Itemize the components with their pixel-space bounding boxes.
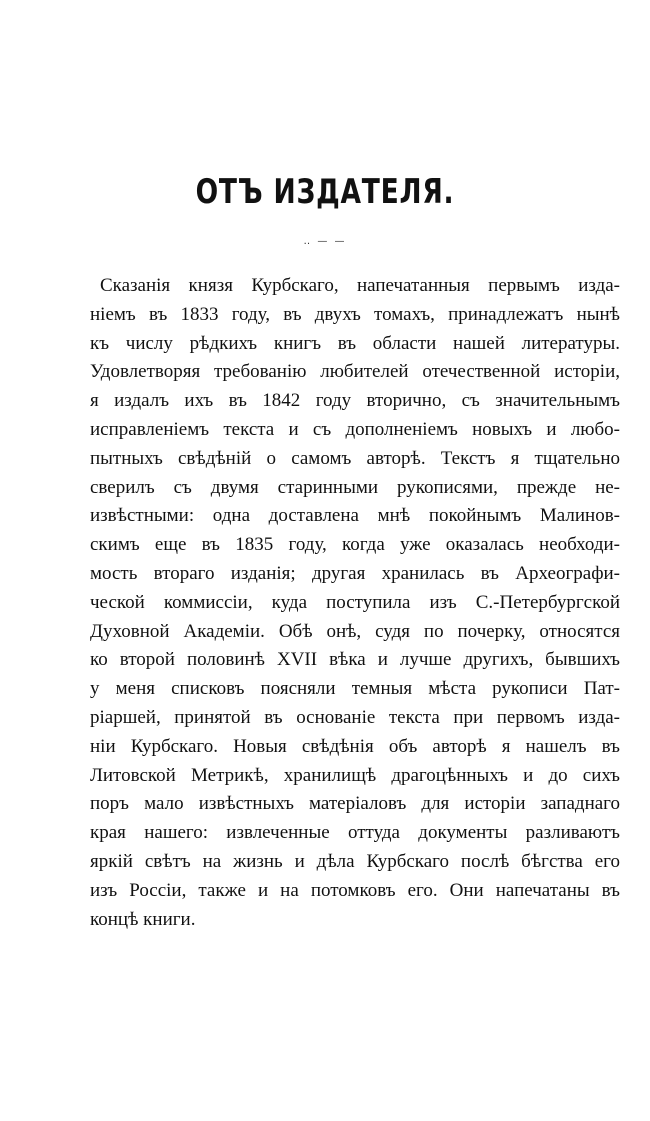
text-line: Сказанія князя Курбскаго, напечатанныя первымъ изда- xyxy=(100,275,620,296)
text-line: ко второй половинѣ XVII вѣка и лучше другихъ, бывшихъ xyxy=(90,649,620,671)
text-line: Духовной Академіи. Обѣ онѣ, судя по почерку, относятся xyxy=(90,620,620,642)
body-paragraph xyxy=(90,272,620,934)
text-line: мость втораго изданія; другая хранилась въ Археографи- xyxy=(90,562,620,584)
page-title: ОТЪ ИЗДАТЕЛЯ. xyxy=(195,172,455,212)
text-line: извѣстными: одна доставлена мнѣ покойнымъ Малинов- xyxy=(90,505,620,527)
text-line: концѣ книги. xyxy=(90,908,196,930)
text-line: поръ мало извѣстныхъ матеріаловъ для исторіи западнаго xyxy=(90,793,620,815)
text-line: исправленіемъ текста и съ дополненіемъ новыхъ и любо- xyxy=(90,418,620,440)
text-line: къ числу рѣдкихъ книгъ въ области нашей литературы. xyxy=(90,332,620,354)
text-line: ніемъ въ 1833 году, въ двухъ томахъ, принадлежатъ нынѣ xyxy=(90,303,620,325)
text-line: сверилъ съ двумя старинными рукописями, прежде не- xyxy=(90,476,620,498)
text-line: изъ Россіи, также и на потомковъ его. Они напечатаны въ xyxy=(90,879,620,901)
text-line: скимъ еще въ 1835 году, когда уже оказалась необходи- xyxy=(90,534,620,556)
text-line: ніи Курбскаго. Новыя свѣдѣнія объ авторѣ я нашелъ въ xyxy=(90,735,620,757)
text-line: края нашего: извлеченные оттуда документы разливаютъ xyxy=(90,822,620,844)
text-line: я издалъ ихъ въ 1842 году вторично, съ значительнымъ xyxy=(90,390,620,412)
text-line: у меня списковъ поясняли темныя мѣста рукописи Пат- xyxy=(90,678,620,700)
text-line: Удовлетворяя требованію любителей отечественной исторіи, xyxy=(90,361,620,383)
text-line: Литовской Метрикѣ, хранилищѣ драгоцѣнныхъ и до сихъ xyxy=(90,764,620,786)
text-line: яркій свѣтъ на жизнь и дѣла Курбскаго послѣ бѣгства его xyxy=(90,850,620,872)
text-line: ческой коммиссіи, куда поступила изъ С.-Петербургской xyxy=(90,591,620,613)
text-line: ріаршей, принятой въ основаніе текста при первомъ изда- xyxy=(90,706,620,728)
text-line: пытныхъ свѣдѣній о самомъ авторѣ. Текстъ я тщательно xyxy=(90,447,620,469)
title-divider: ‥ — — xyxy=(303,236,347,247)
